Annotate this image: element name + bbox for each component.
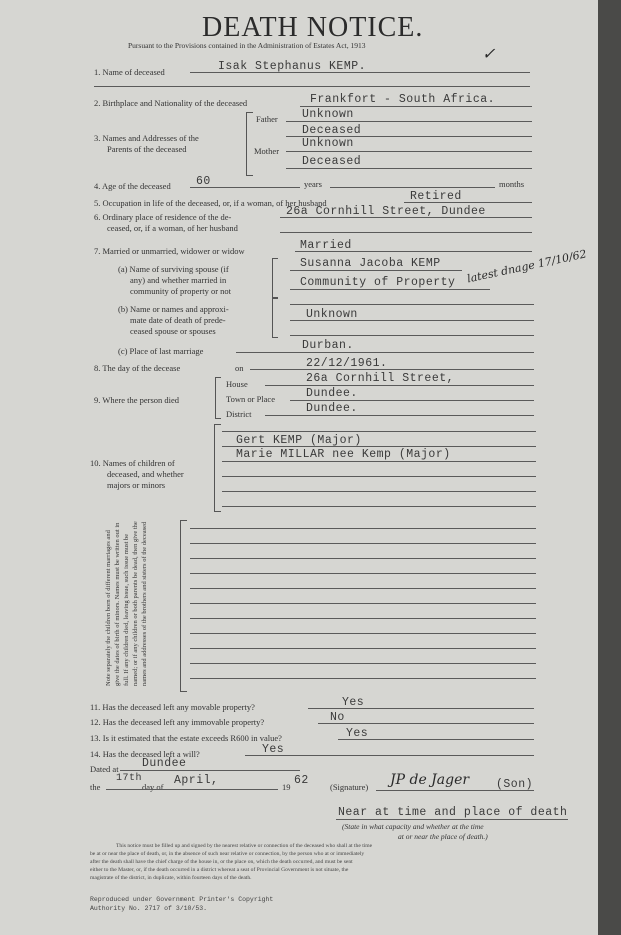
district-label: District <box>226 409 252 419</box>
field-7c-line <box>236 352 534 353</box>
children-brace <box>214 424 221 512</box>
field-8-label: 8. The day of the decease <box>94 363 181 373</box>
house-value: 26a Cornhill Street, <box>306 372 455 385</box>
instructions-line-3: after the death shall have the chief charge of the house in, or the place on, which the death occurred, and must be sent <box>90 859 353 865</box>
field-3-label-a: 3. Names and Addresses of the <box>94 133 199 143</box>
mother-name: Unknown <box>302 137 354 150</box>
field-13-value: Yes <box>346 727 369 740</box>
background-edge <box>598 0 621 935</box>
parents-line-4 <box>286 168 532 169</box>
note-line-1 <box>190 528 536 529</box>
father-label: Father <box>256 114 278 124</box>
children-line-4 <box>222 476 536 477</box>
children-line-3 <box>222 461 536 462</box>
instructions-line-5: magistrate of the district, in duplicate, within fourteen days of the death. <box>90 875 252 881</box>
capacity-value: Near at time and place of death <box>338 806 568 819</box>
capacity-note-b: at or near the place of death.) <box>398 832 488 841</box>
note-line-2 <box>190 543 536 544</box>
field-7b-line-3 <box>290 335 534 336</box>
printer-line-b: Authority No. 2717 of 3/10/53. <box>90 905 208 912</box>
capacity-line <box>336 819 568 820</box>
field-6-line-2 <box>280 232 532 233</box>
district-value: Dundee. <box>306 402 358 415</box>
field-4-line-2 <box>330 187 495 188</box>
field-11-line <box>308 708 534 709</box>
month-value: April, <box>174 774 219 787</box>
dated-label: Dated at <box>90 764 119 774</box>
father-name: Unknown <box>302 108 354 121</box>
field-7a-label-a: (a) Name of surviving spouse (if <box>118 264 229 274</box>
field-4-line <box>190 187 300 188</box>
field-10-label-b: deceased, and whether <box>107 469 184 479</box>
mother-label: Mother <box>254 146 280 156</box>
field-7a-line-1 <box>290 270 462 271</box>
note-line-8 <box>190 633 536 634</box>
children-line-5 <box>222 491 536 492</box>
parents-line-1 <box>286 121 532 122</box>
month-line <box>106 789 278 790</box>
note-line-10 <box>190 663 536 664</box>
town-label: Town or Place <box>226 394 275 404</box>
field-7a-line-2 <box>290 289 490 290</box>
field-1-line-2 <box>94 86 530 87</box>
parents-line-3 <box>286 151 532 152</box>
field-9-label: 9. Where the person died <box>94 395 180 405</box>
parents-line-2 <box>286 136 532 137</box>
predeceased-brace <box>272 298 278 338</box>
field-8-value: 22/12/1961. <box>306 357 388 370</box>
parents-brace <box>246 112 253 176</box>
field-7b-line-1 <box>290 304 534 305</box>
spouse-name: Susanna Jacoba KEMP <box>300 257 441 270</box>
field-8-line <box>250 369 534 370</box>
field-14-value: Yes <box>262 743 285 756</box>
field-7b-line-2 <box>290 320 534 321</box>
field-7c-label: (c) Place of last marriage <box>118 346 204 356</box>
children-line-2 <box>222 446 536 447</box>
note-line-4 <box>190 573 536 574</box>
field-10-label-c: majors or minors <box>107 480 166 490</box>
months-label: months <box>499 179 525 189</box>
year-value: 62 <box>294 774 309 787</box>
field-5-value: Retired <box>410 190 462 203</box>
field-14-line <box>245 755 534 756</box>
note-line-7 <box>190 618 536 619</box>
children-line-1 <box>222 431 536 432</box>
field-13-label: 13. Is it estimated that the estate exceeds R600 in value? <box>90 733 282 743</box>
spouse-property: Community of Property <box>300 276 456 289</box>
field-4-label: 4. Age of the deceased <box>94 181 171 191</box>
spouse-brace <box>272 258 278 298</box>
instructions-line-4: either to the Master, or, if the death occurred in a district whereat a seat of Provincial Government is not situate, the <box>90 867 349 873</box>
field-2-value: Frankfort - South Africa. <box>310 93 496 106</box>
children-line-6 <box>222 506 536 507</box>
field-1-label: 1. Name of deceased <box>94 67 165 77</box>
dated-value: Dundee <box>142 757 187 770</box>
field-1-value: Isak Stephanus KEMP. <box>218 60 367 73</box>
checkmark-icon: ✓ <box>482 44 496 63</box>
field-7a-label-c: community of property or not <box>130 286 232 296</box>
instructions-line-2: be at or near the place of death, or, in the absence of such near relative or connection, by the person who at or immediately <box>90 851 365 857</box>
note-line-3 <box>190 558 536 559</box>
town-value: Dundee. <box>306 387 358 400</box>
capacity-note-a: (State in what capacity and whether at the time <box>342 822 484 831</box>
form-title: DEATH NOTICE. <box>202 12 424 43</box>
field-9-line-1 <box>265 385 534 386</box>
field-7b-label-c: ceased spouse or spouses <box>130 326 216 336</box>
signature-line <box>376 790 534 791</box>
field-2-label: 2. Birthplace and Nationality of the deceased <box>94 98 248 108</box>
field-7-value: Married <box>300 239 352 252</box>
vertical-note-brace <box>180 520 187 692</box>
field-7b-label-b: mate date of death of prede- <box>130 315 226 325</box>
field-14-label: 14. Has the deceased left a will? <box>90 749 200 759</box>
form-subtitle: Pursuant to the Provisions contained in the Administration of Estates Act, 1913 <box>128 41 366 50</box>
field-9-line-2 <box>290 400 534 401</box>
field-5-line <box>404 202 532 203</box>
signature: JP de Jager <box>390 772 470 788</box>
field-7b-label-a: (b) Name or names and approxi- <box>118 304 229 314</box>
field-8-on: on <box>235 363 244 373</box>
field-7-label: 7. Married or unmarried, widower or widow <box>94 246 245 256</box>
mother-address: Deceased <box>302 155 362 168</box>
child-2: Marie MILLAR nee Kemp (Major) <box>236 448 451 461</box>
signature-label: (Signature) <box>330 782 369 792</box>
field-11-label: 11. Has the deceased left any movable property? <box>90 702 255 712</box>
field-6-value: 26a Cornhill Street, Dundee <box>286 205 486 218</box>
father-address: Deceased <box>302 124 362 137</box>
death-place-brace <box>215 377 221 419</box>
field-7a-label-b: any) and whether married in <box>130 275 227 285</box>
spouse-handwritten-note: latest dnage 17/10/62 <box>465 247 588 286</box>
field-10-label-a: 10. Names of children of <box>90 458 175 468</box>
field-4-value: 60 <box>196 175 211 188</box>
instructions-line-1: This notice must be filled up and signed by the nearest relative or connection of the deceased who shall at the time <box>116 843 373 849</box>
signature-relation: (Son) <box>496 778 534 791</box>
field-5-label: 5. Occupation in life of the deceased, or, if a woman, of her husband <box>94 198 327 208</box>
house-label: House <box>226 379 248 389</box>
note-line-9 <box>190 648 536 649</box>
field-13-line <box>338 739 534 740</box>
field-12-value: No <box>330 711 345 724</box>
note-line-6 <box>190 603 536 604</box>
child-1: Gert KEMP (Major) <box>236 434 362 447</box>
field-6-line <box>280 217 532 218</box>
field-2-line <box>300 106 532 107</box>
note-line-11 <box>190 678 536 679</box>
field-7-line <box>295 251 532 252</box>
field-7c-value: Durban. <box>302 339 354 352</box>
years-label: years <box>304 179 322 189</box>
field-12-label: 12. Has the deceased left any immovable property? <box>90 717 265 727</box>
field-11-value: Yes <box>342 696 365 709</box>
day-value: 17th <box>116 773 143 784</box>
field-12-line <box>318 723 534 724</box>
day-of-label: day of <box>142 782 164 792</box>
vertical-note: Note separately the children born of different marriages and give the dates of birth of minors. Names must be written out in full. If any children died, leaving issue, such issue must be named; or if any children or both parents be dead, then give the names and addresses of the brothers and sisters of the deceased <box>105 521 148 686</box>
field-7b-value: Unknown <box>306 308 358 321</box>
field-6-label-a: 6. Ordinary place of residence of the de- <box>94 212 232 222</box>
printer-line-a: Reproduced under Government Printer's Copyright <box>90 896 274 903</box>
field-3-label-b: Parents of the deceased <box>107 144 187 154</box>
note-line-5 <box>190 588 536 589</box>
field-9-line-3 <box>265 415 534 416</box>
the-label: the <box>90 782 101 792</box>
field-6-label-b: ceased, or, if a woman, of her husband <box>107 223 238 233</box>
year-prefix: 19 <box>282 782 291 792</box>
field-1-line <box>190 72 530 73</box>
dated-line <box>120 770 300 771</box>
